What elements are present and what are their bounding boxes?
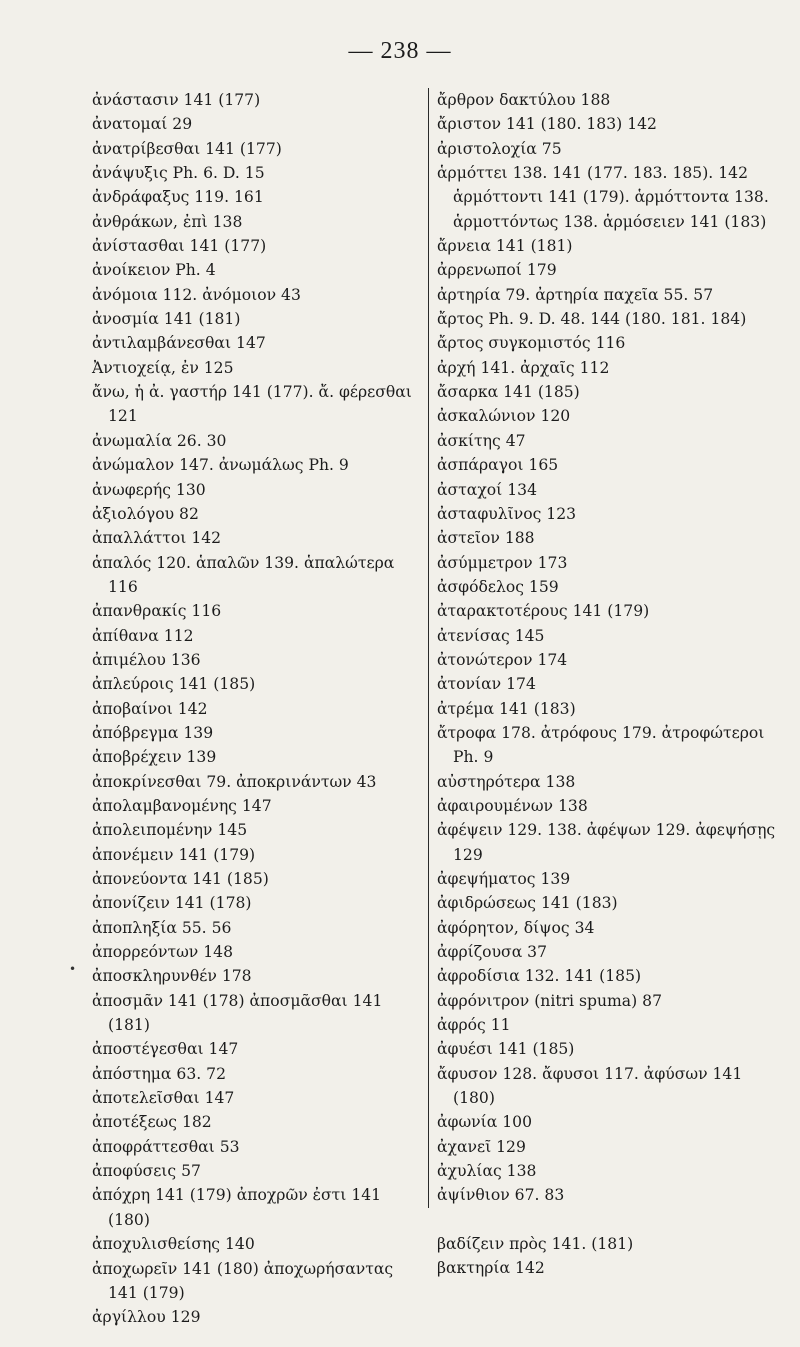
index-entry: ἀποκρίνεσθαι 79. ἀποκρινάντων 43: [92, 772, 377, 791]
index-entry: ἀφεψήματος 139: [437, 870, 571, 888]
index-entry: ἀταρακτοτέρους 141 (179): [437, 602, 650, 621]
index-entry: ἀπλεύροις 141 (185): [92, 675, 256, 694]
index-entry: ἀτρέμα 141 (183): [437, 699, 576, 718]
index-entry: ἀφόρητον, δίψος 34: [437, 918, 595, 937]
index-entry: ἁπαλός 120. ἁπαλῶν 139. ἁπαλώτερα 116: [92, 553, 395, 596]
index-entry: ἀφρίζουσα 37: [437, 943, 548, 962]
index-entry: ἀποβρέχειν 139: [92, 748, 217, 767]
index-entry: ἀπορρεόντων 148: [92, 943, 233, 962]
index-entry: ἁρμόττει 138. 141 (177. 183. 185). 142 ἁρμόττοντι 141 (179). ἁρμόττοντα 138. ἁρμοττόντως 138. ἁρμόσειεν 141 (183): [437, 164, 769, 231]
index-entry: ἀτονώτερον 174: [437, 650, 568, 669]
index-entry: ἀπολαμβανομένης 147: [92, 796, 272, 815]
index-entry: ἄτροφα 178. ἀτρόφους 179. ἀτροφώτεροι Ph. 9: [437, 723, 765, 767]
index-entry: ἀπονέμειν 141 (179): [92, 845, 256, 864]
index-entry: ἀποσκληρυνθέν 178: [92, 967, 252, 986]
index-entry: ἀποτελεῖσθαι 147: [92, 1089, 235, 1108]
index-entry: ἀποπληξία 55. 56: [92, 918, 232, 937]
margin-dot-mark: •: [69, 962, 77, 976]
index-entry: ἀσύμμετρον 173: [437, 553, 568, 572]
index-entry: ἀτονίαν 174: [437, 675, 536, 694]
index-entry: ἀστεῖον 188: [437, 529, 535, 548]
index-entry: ἄρτος συγκομιστός 116: [437, 334, 626, 353]
index-entry: ἀπολειπομένην 145: [92, 821, 248, 840]
index-entry: ἀρχή 141. ἀρχαῖς 112: [437, 358, 610, 377]
index-entry: ἀφέψειν 129. 138. ἀφέψων 129. ἀφεψήσῃς 129: [437, 821, 776, 864]
index-entry: ἀπόβρεγμα 139: [92, 723, 214, 742]
index-entry: ἀνδράφαξυς 119. 161: [92, 188, 264, 207]
index-entry: ἀνώμαλον 147. ἀνωμάλως Ph. 9: [92, 456, 349, 475]
index-entry: ἀποχυλισθείσης 140: [92, 1235, 255, 1254]
index-entry: ἀνωφερής 130: [92, 480, 206, 499]
index-entry: ἄρτος Ph. 9. D. 48. 144 (180. 181. 184): [437, 310, 747, 329]
left-column-index: [92, 88, 424, 1330]
index-entry: βακτηρία 142: [437, 1259, 545, 1278]
index-entry: ἀνατομαί 29: [92, 115, 193, 134]
index-entry: ἀσφόδελος 159: [437, 577, 559, 596]
index-entry: ἀρρενωποί 179: [437, 261, 557, 280]
index-entry: ἀφρόνιτρον (nitri spuma) 87: [437, 991, 662, 1010]
index-entry: ἄνω, ἡ ἀ. γαστήρ 141 (177). ἄ. φέρεσθαι 121: [92, 383, 412, 426]
index-entry: ἀντιλαμβάνεσθαι 147: [92, 334, 266, 353]
index-entry: ἀρτηρία 79. ἀρτηρία παχεῖα 55. 57: [437, 285, 714, 304]
index-entry: ἀπονίζειν 141 (178): [92, 894, 252, 913]
index-entry: ἀπονεύοντα 141 (185): [92, 870, 269, 888]
index-entry: ἄρνεια 141 (181): [437, 237, 573, 256]
index-entry: ἀπαλλάττοι 142: [92, 529, 222, 548]
index-entry: ἀφροδίσια 132. 141 (185): [437, 967, 642, 986]
index-entry: ἀφρός 11: [437, 1016, 511, 1035]
index-entry: ἀξιολόγου 82: [92, 504, 199, 523]
index-entry: ἀσταχοί 134: [437, 480, 538, 499]
index-entry: ἀφαιρουμένων 138: [437, 796, 588, 815]
index-entry: ἀνοσμία 141 (181): [92, 310, 241, 329]
index-entry: ἀχυλίας 138: [437, 1162, 537, 1181]
index-entry: ἀπόχρη 141 (179) ἀποχρῶν ἐστι 141 (180): [92, 1186, 382, 1229]
index-entry: ἀνωμαλία 26. 30: [92, 431, 227, 450]
index-entry: ἀσταφυλῖνος 123: [437, 504, 577, 523]
index-entry: ἀνατρίβεσθαι 141 (177): [92, 139, 282, 158]
index-entry: ἀπανθρακίς 116: [92, 602, 222, 621]
index-entry: ἀργίλλου 129: [92, 1308, 201, 1327]
index-entry: ἀσκαλώνιον 120: [437, 407, 571, 426]
index-entry: ἀτενίσας 145: [437, 626, 545, 645]
index-entry: ἀνθράκων, ἐπὶ 138: [92, 212, 243, 231]
index-entry: ἀψίνθιον 67. 83: [437, 1186, 565, 1205]
index-entry: ἀποσμᾶν 141 (178) ἀποσμᾶσθαι 141 (181): [92, 991, 383, 1035]
index-entry: ἀπόστημα 63. 72: [92, 1064, 227, 1083]
right-column-index: [437, 88, 787, 1281]
index-entry: Ἀντιοχείᾳ, ἐν 125: [92, 358, 234, 377]
index-entry: ἀποτέξεως 182: [92, 1113, 212, 1132]
index-entry: ἀνάστασιν 141 (177): [92, 91, 261, 109]
index-entry: ἀνάψυξις Ph. 6. D. 15: [92, 164, 265, 183]
index-entry: ἀφωνία 100: [437, 1113, 533, 1132]
index-entry: ἀπιμέλου 136: [92, 650, 201, 669]
index-entry: ἀριστολοχία 75: [437, 139, 562, 158]
index-entry: ἀποστέγεσθαι 147: [92, 1040, 239, 1059]
index-entry: ἀσπάραγοι 165: [437, 456, 559, 475]
index-entry: ἀποχωρεῖν 141 (180) ἀποχωρήσαντας 141 (179): [92, 1259, 394, 1302]
index-entry: ἀφυέσι 141 (185): [437, 1040, 575, 1059]
index-entry: ἄριστον 141 (180. 183) 142: [437, 115, 657, 134]
index-entry: ἄσαρκα 141 (185): [437, 383, 580, 402]
index-entry: ἀνοίκειον Ph. 4: [92, 261, 216, 280]
column-divider: [428, 88, 429, 1208]
index-entry: ἀνίστασθαι 141 (177): [92, 237, 267, 256]
index-entry: ἄρθρον δακτύλου 188: [437, 91, 611, 109]
index-entry: ἀποφράττεσθαι 53: [92, 1137, 240, 1156]
index-entry: βαδίζειν πρὸς 141. (181): [437, 1234, 634, 1253]
index-entry: αὐστηρότερα 138: [437, 772, 576, 791]
index-entry: ἄφυσον 128. ἄφυσοι 117. ἀφύσων 141 (180): [437, 1064, 743, 1108]
index-entry: ἀποβαίνοι 142: [92, 699, 208, 718]
index-entry: ἀπίθανα 112: [92, 626, 194, 645]
index-entry: ἀχανεῖ 129: [437, 1137, 526, 1156]
index-entry: ἀφιδρώσεως 141 (183): [437, 894, 618, 913]
page-number: — 238 —: [348, 38, 452, 64]
index-entry: ἀνόμοια 112. ἀνόμοιον 43: [92, 285, 301, 304]
index-entry: ἀσκίτης 47: [437, 431, 526, 450]
index-entry: ἀποφύσεις 57: [92, 1162, 201, 1181]
